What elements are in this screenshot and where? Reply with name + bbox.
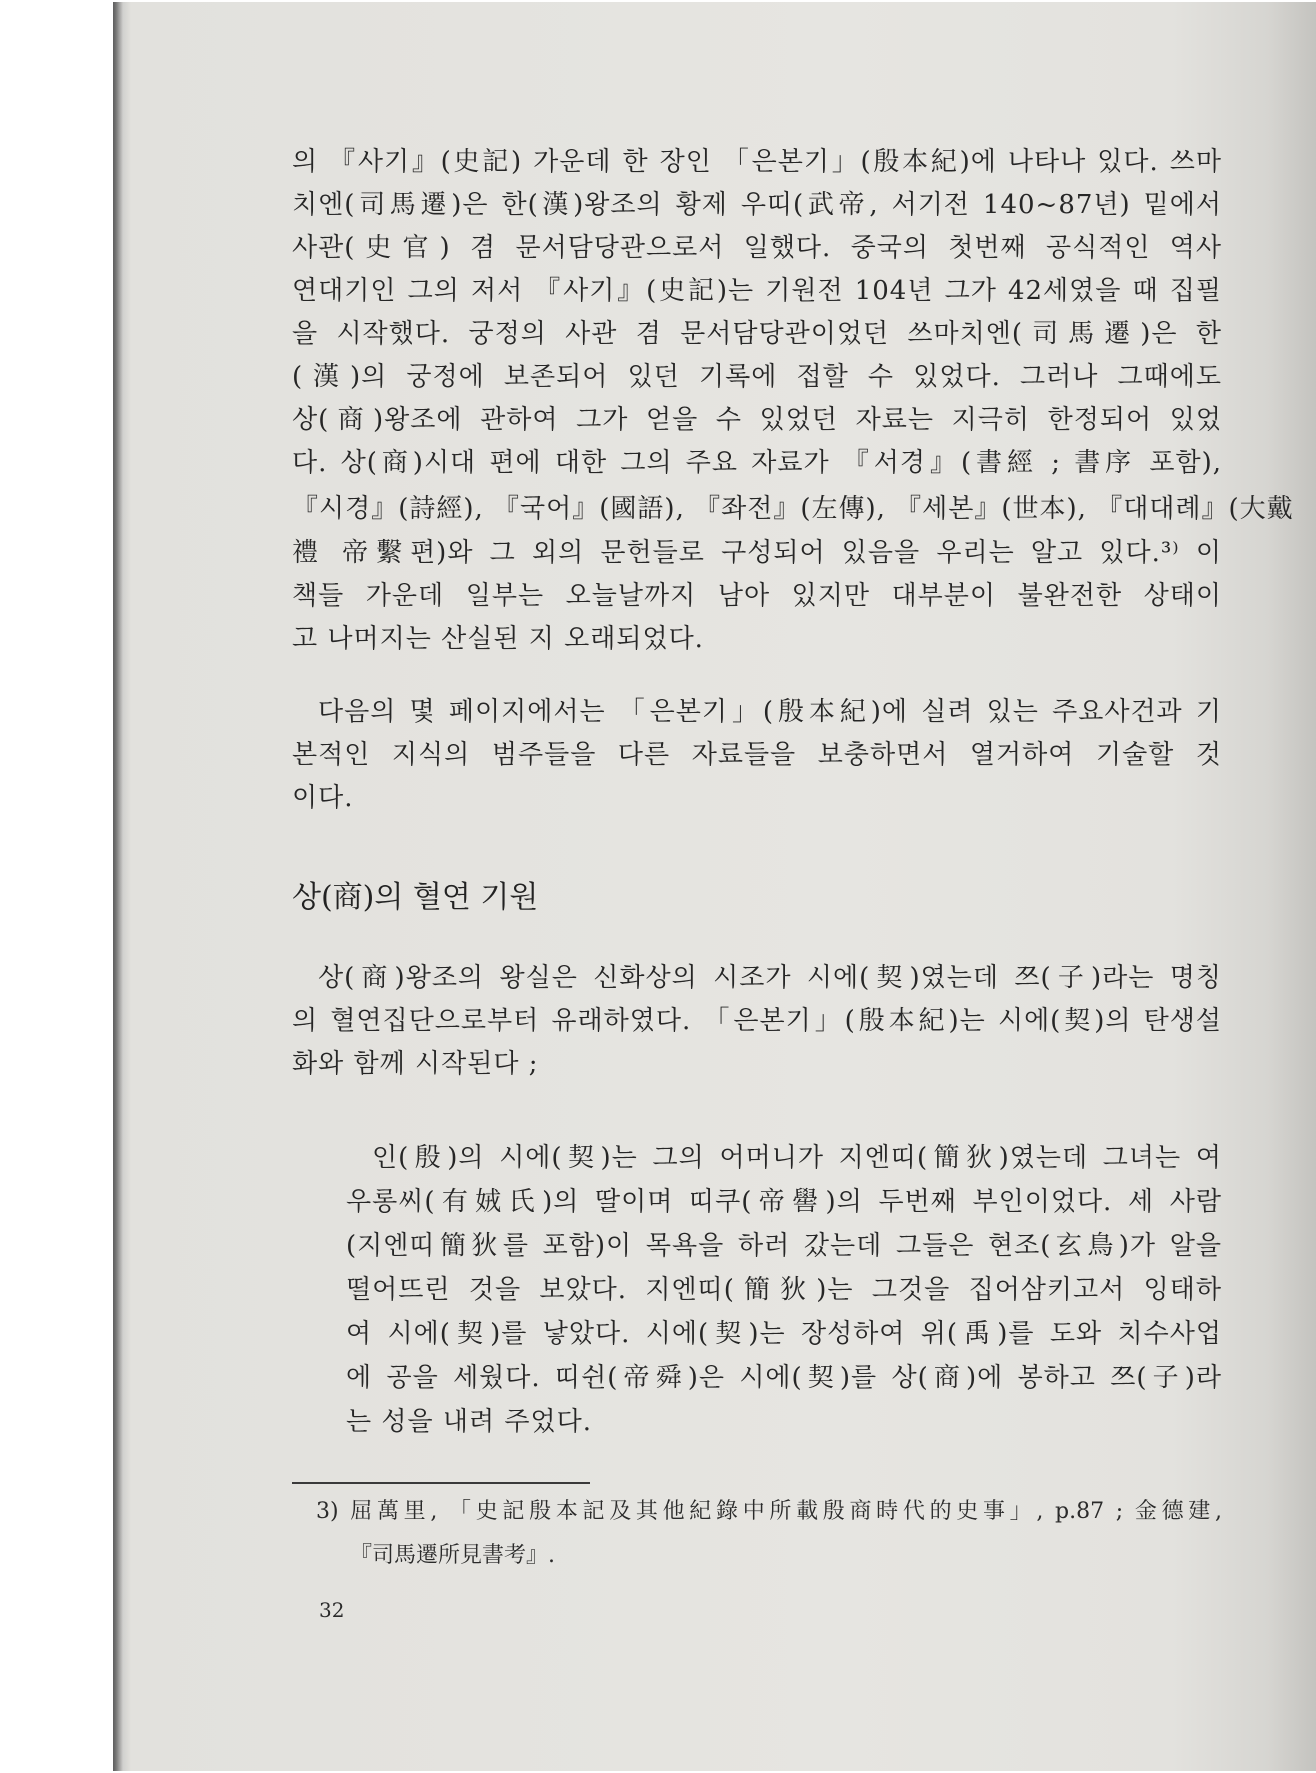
- text-line: 연대기인 그의 저서 『사기』(史記)는 기원전 104년 그가 42세였을 때 집필: [292, 276, 1222, 306]
- footnote-line: 『司馬遷所見書考』.: [350, 1543, 555, 1568]
- text-line: 떨어뜨린 것을 보았다. 지엔띠(簡狄)는 그것을 집어삼키고서 잉태하: [346, 1275, 1222, 1305]
- text-line: 다음의 몇 페이지에서는 「은본기」(殷本紀)에 실려 있는 주요사건과 기: [318, 697, 1222, 727]
- text-line: (漢)의 궁정에 보존되어 있던 기록에 접할 수 있었다. 그러나 그때에도: [292, 362, 1222, 392]
- text-line: 치엔(司馬遷)은 한(漢)왕조의 황제 우띠(武帝, 서기전 140~87년) 밑에서: [292, 190, 1222, 220]
- text-line: 사관(史官) 겸 문서담당관으로서 일했다. 중국의 첫번째 공식적인 역사: [292, 233, 1222, 263]
- section-heading: 상(商)의 혈연 기원: [292, 880, 539, 915]
- text-line: 여 시에(契)를 낳았다. 시에(契)는 장성하여 위(禹)를 도와 치수사업: [346, 1319, 1222, 1349]
- text-line: 『시경』(詩經), 『국어』(國語), 『좌전』(左傳), 『세본』(世本), 『대대례』(大戴: [292, 494, 1294, 524]
- text-line: 을 시작했다. 궁정의 사관 겸 문서담당관이었던 쓰마치엔(司馬遷)은 한: [292, 319, 1222, 349]
- text-line: (지엔띠簡狄를 포함)이 목욕을 하러 갔는데 그들은 현조(玄鳥)가 알을: [346, 1231, 1222, 1261]
- footnote-divider: [292, 1482, 590, 1484]
- text-line: 의 혈연집단으로부터 유래하였다. 「은본기」(殷本紀)는 시에(契)의 탄생설: [292, 1006, 1222, 1036]
- text-line: 상(商)왕조에 관하여 그가 얻을 수 있었던 자료는 지극히 한정되어 있었: [292, 405, 1222, 435]
- text-line: 고 나머지는 산실된 지 오래되었다.: [292, 624, 704, 654]
- text-line: 이다.: [292, 783, 354, 813]
- footnote-line: 3) 屈萬里, 「史記殷本記及其他紀錄中所載殷商時代的史事」, p.87 ; 金德建,: [316, 1499, 1222, 1524]
- text-line: 에 공을 세웠다. 띠쉰(帝舜)은 시에(契)를 상(商)에 봉하고 쯔(子)라: [346, 1363, 1222, 1393]
- text-line: 상(商)왕조의 왕실은 신화상의 시조가 시에(契)였는데 쯔(子)라는 명칭: [318, 963, 1222, 993]
- text-line: 다. 상(商)시대 편에 대한 그의 주요 자료가 『서경』(書經 ; 書序 포함),: [292, 448, 1222, 478]
- text-line: 본적인 지식의 범주들을 다른 자료들을 보충하면서 열거하여 기술할 것: [292, 740, 1222, 770]
- text-line: 우롱씨(有娀氏)의 딸이며 띠쿠(帝嚳)의 두번째 부인이었다. 세 사람: [346, 1187, 1222, 1217]
- text-line: 인(殷)의 시에(契)는 그의 어머니가 지엔띠(簡狄)였는데 그녀는 여: [372, 1143, 1222, 1173]
- page-number: 32: [319, 1598, 345, 1622]
- text-line: 禮 帝繫편)와 그 외의 문헌들로 구성되어 있음을 우리는 알고 있다.³⁾ 이: [292, 538, 1222, 568]
- text-line: 는 성을 내려 주었다.: [346, 1407, 592, 1437]
- text-line: 화와 함께 시작된다 ;: [292, 1049, 539, 1079]
- text-line: 의 『사기』(史記) 가운데 한 장인 「은본기」(殷本紀)에 나타나 있다. 쓰마: [292, 147, 1222, 177]
- text-line: 책들 가운데 일부는 오늘날까지 남아 있지만 대부분이 불완전한 상태이: [292, 581, 1222, 611]
- binding-shadow: [113, 2, 123, 1771]
